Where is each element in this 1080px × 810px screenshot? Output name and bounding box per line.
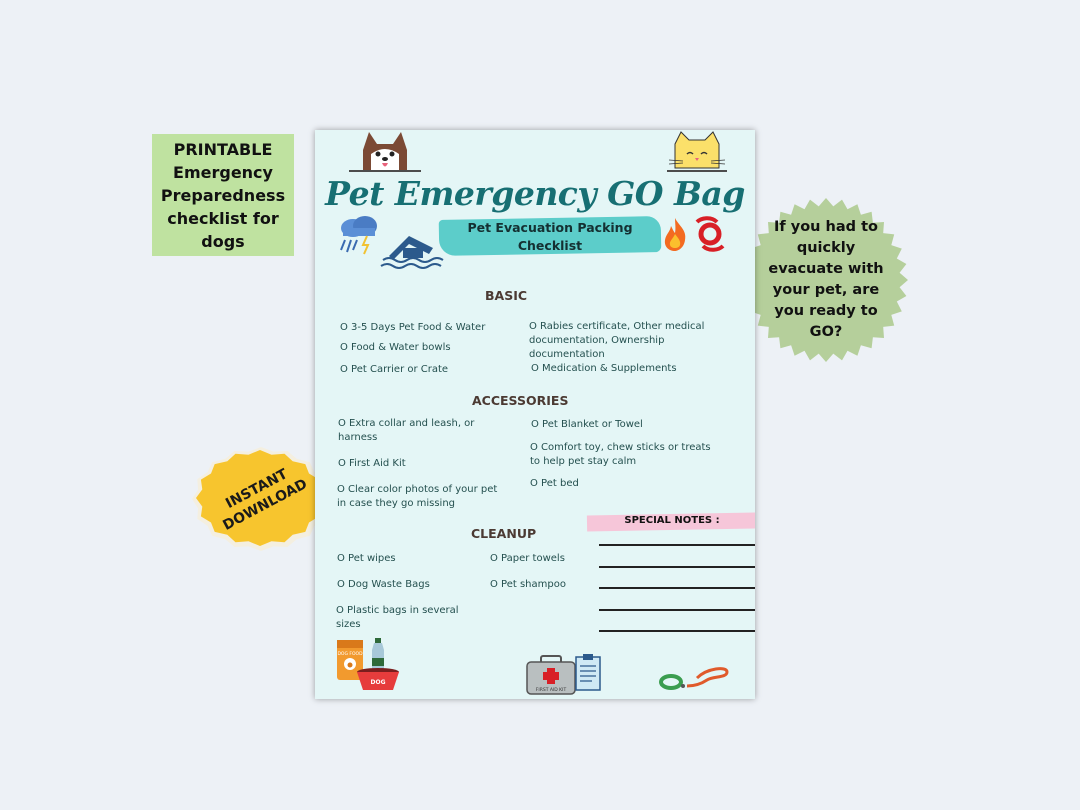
checklist-item[interactable]: O Dog Waste Bags [337,579,430,590]
checklist-item[interactable]: O First Aid Kit [338,458,406,469]
cat-face-icon [665,130,729,174]
storm-cloud-icon [337,212,381,256]
checklist-item[interactable]: O Pet Carrier or Crate [340,364,449,375]
dog-bowl-icon [355,666,401,694]
checklist-item[interactable]: O Pet shampoo [490,579,566,590]
husky-dog-icon [345,130,425,174]
leash-icon [657,664,731,694]
fire-icon [661,216,689,252]
checklist-item[interactable]: O Paper towels [490,553,565,564]
printable-label-text: PRINTABLE Emergency Preparedness checklist for dogs [160,139,286,251]
checklist-item[interactable]: O Plastic bags in several sizes [336,605,459,630]
question-seal-text: If you had to quickly evacuate with your pet, are you ready to GO? [768,219,884,340]
section-accessories-heading: ACCESSORIES [472,393,569,408]
checklist-item[interactable]: O Rabies certificate, Other medical documentation, Ownership documentation [529,321,705,360]
question-seal [742,196,910,364]
note-line[interactable] [599,566,755,568]
dog-bowl-text: DOG [370,679,386,686]
section-basic-heading: BASIC [485,288,528,303]
checklist-item[interactable]: O Pet bed [530,478,579,489]
first-aid-kit-text: FIRST AID KIT [535,688,567,693]
checklist-item[interactable]: O Clear color photos of your pet in case they go missing [337,484,498,509]
printable-label [152,134,294,256]
note-line[interactable] [599,630,755,632]
first-aid-kit-icon [525,654,577,696]
checklist-item[interactable]: O 3-5 Days Pet Food & Water [340,322,486,333]
note-line[interactable] [599,609,755,611]
note-line[interactable] [599,544,755,546]
checklist-item[interactable]: O Food & Water bowls [340,342,451,353]
checklist-sheet [315,130,755,699]
note-line[interactable] [599,587,755,589]
clipboard-icon [573,654,603,692]
checklist-item[interactable]: O Medication & Supplements [531,363,677,374]
checklist-item[interactable]: O Extra collar and leash, or harness [338,418,475,443]
checklist-item[interactable]: O Pet wipes [337,553,396,564]
dog-food-bag-text: DOG FOOD [337,652,363,657]
sheet-title: Pet Emergency GO Bag [325,174,745,213]
hurricane-icon [693,216,727,252]
sheet-subtitle: Pet Evacuation Packing Checklist [467,220,633,253]
checklist-item[interactable]: O Comfort toy, chew sticks or treats to help pet stay calm [530,442,711,467]
checklist-item[interactable]: O Pet Blanket or Towel [531,419,643,430]
special-notes-label: SPECIAL NOTES : [624,515,720,526]
section-cleanup-heading: CLEANUP [471,526,537,541]
instant-download-text: INSTANT DOWNLOAD [220,466,311,534]
